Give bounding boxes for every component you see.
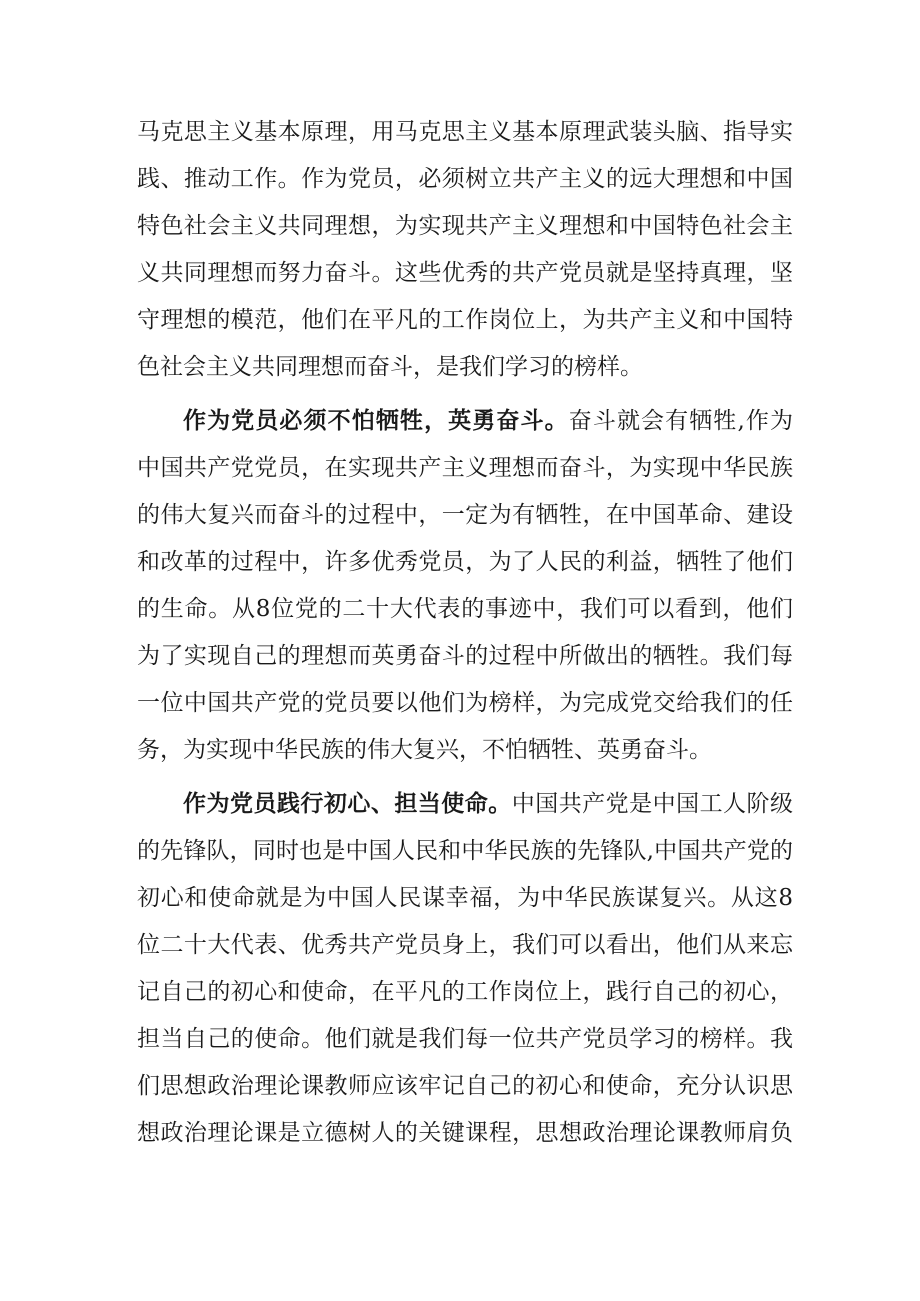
text-line: 们思想政治理论课教师应该牢记自己的初心和使命，充分认识思 [137, 1073, 793, 1099]
text-line: 位二十大代表、优秀共产党员身上，我们可以看出，他们从来忘 [137, 932, 793, 958]
text-line: 担当自己的使命。他们就是我们每一位共产党员学习的榜样。我 [137, 1026, 793, 1052]
text-line: 一位中国共产党的党员要以他们为榜样，为完成党交给我们的任 [137, 690, 793, 716]
text-line: 色社会主义共同理想而奋斗，是我们学习的榜样。 [137, 354, 643, 380]
text-line: 为了实现自己的理想而英勇奋斗的过程中所做出的牺牲。我们每 [137, 643, 793, 669]
text-line: 特色社会主义共同理想，为实现共产主义理想和中国特色社会主 [137, 213, 793, 239]
text-line: 践、推动工作。作为党员，必须树立共产主义的远大理想和中国 [137, 166, 793, 192]
paragraph-heading-line: 作为党员必须不怕牺牲，英勇奋斗。奋斗就会有牺牲,作为 [183, 407, 794, 434]
text-line: 的伟大复兴而奋斗的过程中，一定为有牺牲，在中国革命、建设 [137, 502, 793, 528]
text-line: 务，为实现中华民族的伟大复兴，不怕牺牲、英勇奋斗。 [137, 737, 712, 763]
text-line: 义共同理想而努力奋斗。这些优秀的共产党员就是坚持真理，坚 [137, 260, 793, 286]
text-line: 记自己的初心和使命，在平凡的工作岗位上，践行自己的初心， [137, 979, 793, 1005]
text-line: 的先锋队，同时也是中国人民和中华民族的先锋队,中国共产党的 [137, 838, 793, 864]
text-line: 守理想的模范，他们在平凡的工作岗位上，为共产主义和中国特 [137, 307, 793, 333]
text-line: 马克思主义基本原理，用马克思主义基本原理武装头脑、指导实 [137, 119, 793, 145]
text-line: 初心和使命就是为中国人民谋幸福，为中华民族谋复兴。从这8 [137, 885, 793, 911]
text-line: 中国共产党党员，在实现共产主义理想而奋斗，为实现中华民族 [137, 455, 793, 481]
paragraph-heading: 作为党员践行初心、担当使命。 [183, 790, 512, 817]
text-line: 想政治理论课是立德树人的关键课程，思想政治理论课教师肩负 [137, 1120, 793, 1146]
paragraph-heading-line: 作为党员践行初心、担当使命。中国共产党是中国工人阶级 [183, 790, 794, 817]
text-line: 的生命。从8位党的二十大代表的事迹中，我们可以看到，他们 [137, 596, 793, 622]
text-line: 和改革的过程中，许多优秀党员，为了人民的利益，牺牲了他们 [137, 549, 793, 575]
paragraph-heading: 作为党员必须不怕牺牲，英勇奋斗。 [183, 407, 569, 434]
